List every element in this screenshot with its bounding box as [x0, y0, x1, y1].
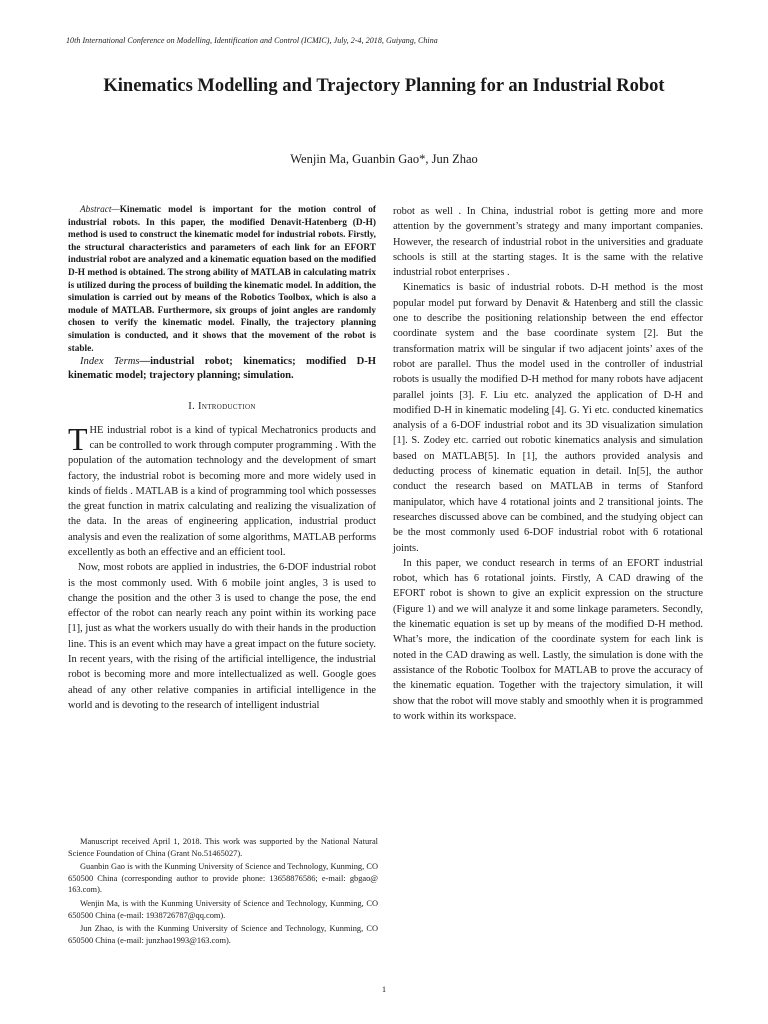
intro-paragraph-1 — [68, 420, 376, 561]
abstract-dash: — — [111, 205, 120, 215]
intro-paragraph-2: Now, most robots are applied in industries, the 6-DOF industrial robot is the most commonly used. With 6 mobile joint angles, 3 is used to change the position and the other 3 is used to change the pose, the end effector of the robot can nearly reach any point within its working pace [1], just as what the workers usually do with their hands in the production line. This is an event which may have a great impact on the future society. In recent years, with the rising of the artificial intelligence, the industrial robot is becoming more and more intellectualized as well. Google goes ahead of any other relative companies in artificial intelligence in the world and is devoting to the research of intelligent industrial — [68, 562, 376, 711]
intro-paragraph-2-continued: robot as well . In China, industrial robot is getting more and more attention by the government’s strategy and many important companies. However, the research of industrial robot in the universities and graduate schools is still at the starting stages. It is the same with the relative industrial robot enterprises . — [393, 206, 703, 279]
intro-paragraph-4: In this paper, we conduct research in terms of an EFORT industrial robot, which has 6 rotational joints. Firstly, A CAD drawing of the EFORT robot is shown to give an explicit expression on the structure (Figure 1) and we will analyze it and some linkage parameters. Secondly, the kinematic equation is set up by means of the modified D-H method. What’s more, the indication of the coordinate system for each link is noted in the CAD drawing as well. Lastly, the simulation is done with the assistance of the Robotic Toolbox for MATLAB to prove the accuracy of the kinematic equation. Together with the trajectory simulation, it will show that the robot will move stably and smoothly when it is programmed to work within its workspace. — [393, 557, 703, 722]
paper-authors: Wenjin Ma, Guanbin Gao*, Jun Zhao — [290, 152, 478, 166]
drop-cap: T — [68, 420, 88, 457]
footnotes — [68, 836, 378, 948]
footnote-funding: Manuscript received April 1, 2018. This work was supported by the National Natural Science Foundation of China (Grant No.51465027). — [68, 837, 378, 858]
footnote-author-gao: Guanbin Gao is with the Kunming University of Science and Technology, Kunming, CO 650500 China (corresponding author to provide phone: 13658876586; e-mail: gbgao@ 163.com). — [68, 862, 378, 895]
left-column — [68, 204, 376, 713]
abstract-text: Kinematic model is important for the motion control of industrial robots. In this paper, the modified Denavit-Hatenberg (D-H) method is used to construct the kinematic model for industrial robots. Firstly, the structural characteristics and parameters of each link for an EFORT industrial robot are analyzed and a kinematic equation based on the modified D-H method is obtained. The strong ability of MATLAB in calculating matrix is utilized during the process of building the kinematic model. In addition, the simulation is carried out by means of the Robotics Toolbox, which is also a module of MATLAB. Furthermore, six groups of joint angles are randomly chosen to verify the kinematic model. Finally, the trajectory planning simulation is conducted, and it shows that the movement of the robot is stable. — [68, 205, 376, 354]
footnote-author-ma: Wenjin Ma, is with the Kunming University of Science and Technology, Kunming, CO 650500 China (e-mail: 1938726787@qq.com). — [68, 898, 378, 920]
index-terms-label: Index Terms — [80, 356, 140, 368]
index-terms — [68, 355, 376, 382]
intro-paragraph-1-text: HE industrial robot is a kind of typical Mechatronics products and can be controlled to work through computer programming . With the population of the automation technology and the development of smart factory, the industrial robot is becoming more and more widely used in kinds of fields . MATLAB is a kind of programming tool which possesses the great function in matrix calculating and realizing the visualization of the data. In the areas of engineering application, industrial product analysis and even the realization of some algorithms, MATLAB performs excellently as both an effective and an efficient tool. — [68, 424, 376, 558]
abstract-label: Abstract — [80, 205, 112, 215]
section-heading-introduction: I. Introduction — [188, 401, 256, 413]
footnote-author-zhao: Jun Zhao, is with the Kunming University of Science and Technology, Kunming, CO 650500 China (e-mail: junzhao1993@163.com). — [68, 924, 378, 945]
page-number: 1 — [381, 984, 387, 994]
abstract — [68, 204, 376, 355]
right-column — [393, 204, 703, 724]
intro-paragraph-3: Kinematics is basic of industrial robots. D-H method is the most popular model put forward by Denavit & Hatenberg and still the classic one to describe the positioning relationship between the end effector coordinate system and the base coordinate system [2]. But the transformation matrix will be singular if two adjacent joints’ axes of the robot are parallel. Thus the model used in the controller of industrial robots is usually the modified D-H method for many robots have adjacent parallel joints [3]. F. Liu etc. analyzed the application of D-H and modified D-H in kinematic modeling [4]. G. Yi etc. conducted kinematics analysis of a 6-DOF industrial robot and its 3D visualization simulation [1]. S. Zodey etc. carried out robotic kinematics analysis and simulation based on MATLAB[5]. In [1], the authors provided analysis and deducting process of kinematic equation in detail. In[5], the author conduct the research based on MATLAB in terms of Stanford manipulator, which have 4 rotational joints and 2 transitional joints. The researches discussed above can be combined, and the studying object can be the most commonly used 6-DOF industrial robot with 6 rotational joints. — [393, 282, 703, 554]
index-terms-text: —industrial robot; kinematics; modified D-H kinematic model; trajectory planning; simulation. — [68, 356, 376, 381]
paper-title: Kinematics Modelling and Trajectory Planning for an Industrial Robot — [103, 76, 665, 96]
conference-header: 10th International Conference on Modelling, Identification and Control (ICMIC), July, 2-4, 2018, Guiyang, China — [66, 36, 438, 45]
